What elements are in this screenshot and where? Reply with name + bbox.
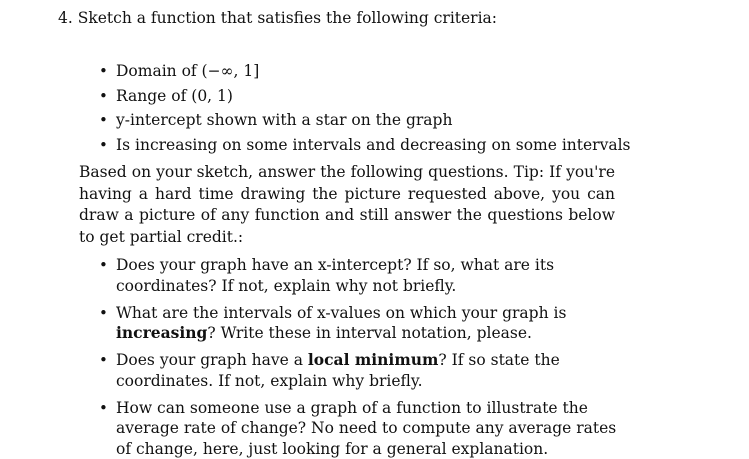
bullet-icon: • — [99, 108, 108, 133]
criteria-text: y-intercept shown with a star on the graph — [116, 111, 452, 129]
question-text — [116, 303, 618, 344]
criteria-item — [98, 133, 631, 158]
question-text — [116, 255, 618, 296]
question-item — [98, 303, 618, 344]
question-text-part: Does your graph have an x-intercept? If so, what are its coordinates? If not, explain why not briefly. — [116, 256, 554, 295]
instructions-paragraph: Based on your sketch, answer the following questions. Tip: If you're having a hard time drawing the picture requested above, you can draw a picture of any function and still answer the questions below to get partial credit.: — [79, 162, 615, 248]
criteria-item — [98, 59, 631, 84]
criteria-text: Range of (0, 1) — [116, 87, 233, 105]
bullet-icon: • — [99, 398, 108, 419]
problem-number: 4. — [58, 9, 73, 27]
bullet-icon: • — [99, 255, 108, 276]
criteria-item — [98, 108, 631, 133]
criteria-item — [98, 84, 631, 109]
bullet-icon: • — [99, 303, 108, 324]
problem-heading — [58, 8, 497, 28]
question-text-part: How can someone use a graph of a function to illustrate the average rate of change? No need to compute any average rates of change, here, just looking for a general explanation. — [116, 399, 616, 458]
bullet-icon: • — [99, 350, 108, 371]
question-emphasis: increasing — [116, 323, 207, 342]
questions-list — [98, 255, 618, 459]
question-item — [98, 350, 618, 391]
question-emphasis: local minimum — [308, 350, 439, 369]
criteria-list — [98, 59, 631, 157]
bullet-icon: • — [99, 84, 108, 109]
question-text-part: ? Write these in interval notation, please. — [207, 324, 532, 342]
bullet-icon: • — [99, 59, 108, 84]
question-text-part: Does your graph have a — [116, 351, 308, 369]
question-item — [98, 255, 618, 296]
question-text-part: ? If so state the coordinates. If not, explain why briefly. — [116, 351, 560, 390]
question-item — [98, 398, 618, 459]
criteria-text: Domain of (−∞, 1] — [116, 62, 259, 80]
criteria-text: Is increasing on some intervals and decreasing on some intervals — [116, 136, 631, 154]
question-text — [116, 398, 618, 459]
problem-prompt: Sketch a function that satisfies the following criteria: — [78, 9, 497, 27]
question-text-part: What are the intervals of x-values on which your graph is — [116, 304, 566, 322]
question-text — [116, 350, 618, 391]
bullet-icon: • — [99, 133, 108, 158]
